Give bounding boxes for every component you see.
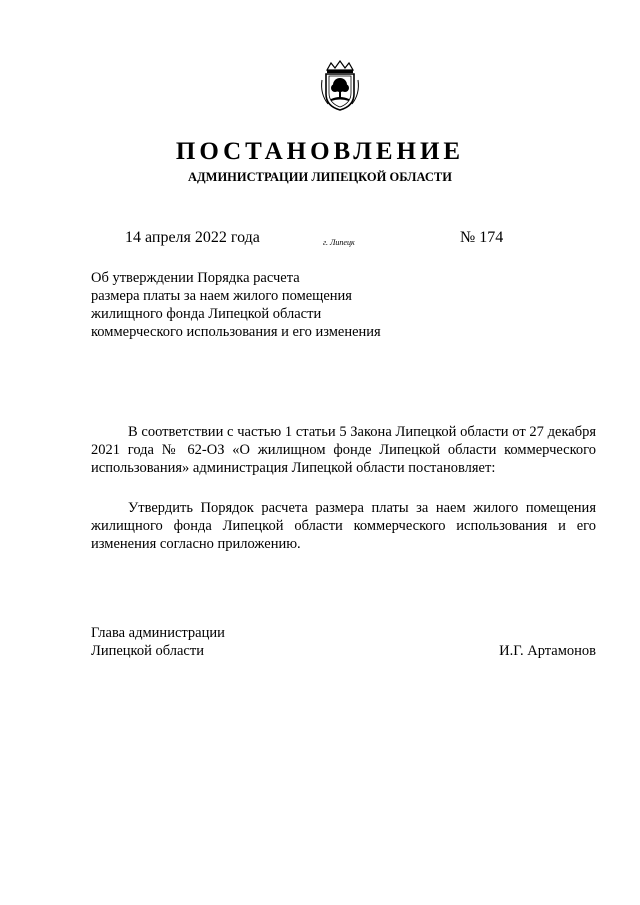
issuing-authority: АДМИНИСТРАЦИИ ЛИПЕЦКОЙ ОБЛАСТИ <box>188 170 452 184</box>
signatory-position <box>91 624 225 660</box>
coat-of-arms-icon <box>318 60 362 112</box>
document-subject <box>91 269 411 341</box>
subject-line: Об утверждении Порядка расчета <box>91 270 300 286</box>
preamble-paragraph: В соответствии с частью 1 статьи 5 Закона Липецкой области от 27 декабря 2021 года № 62-ОЗ «О жилищном фонде Липецкой области коммерческого использования» администрация Липецкой области постановляет: <box>91 424 596 476</box>
signatory-position-line: Глава администрации <box>91 625 225 641</box>
subject-line: размера платы за наем жилого помещения <box>91 288 352 304</box>
signatory-position-line: Липецкой области <box>91 643 204 659</box>
signatory-name: И.Г. Артамонов <box>499 643 596 659</box>
subject-line: коммерческого использования и его изменения <box>91 324 381 340</box>
subject-line: жилищного фонда Липецкой области <box>91 306 322 322</box>
document-city: г. Липецк <box>323 238 355 247</box>
document-number: № 174 <box>460 229 504 246</box>
resolution-paragraph: Утвердить Порядок расчета размера платы за наем жилого помещения жилищного фонда Липецкой области коммерческого использования и его изменения согласно приложению. <box>91 500 596 552</box>
document-date: 14 апреля 2022 года <box>125 229 260 246</box>
document-title: ПОСТАНОВЛЕНИЕ <box>175 138 465 165</box>
